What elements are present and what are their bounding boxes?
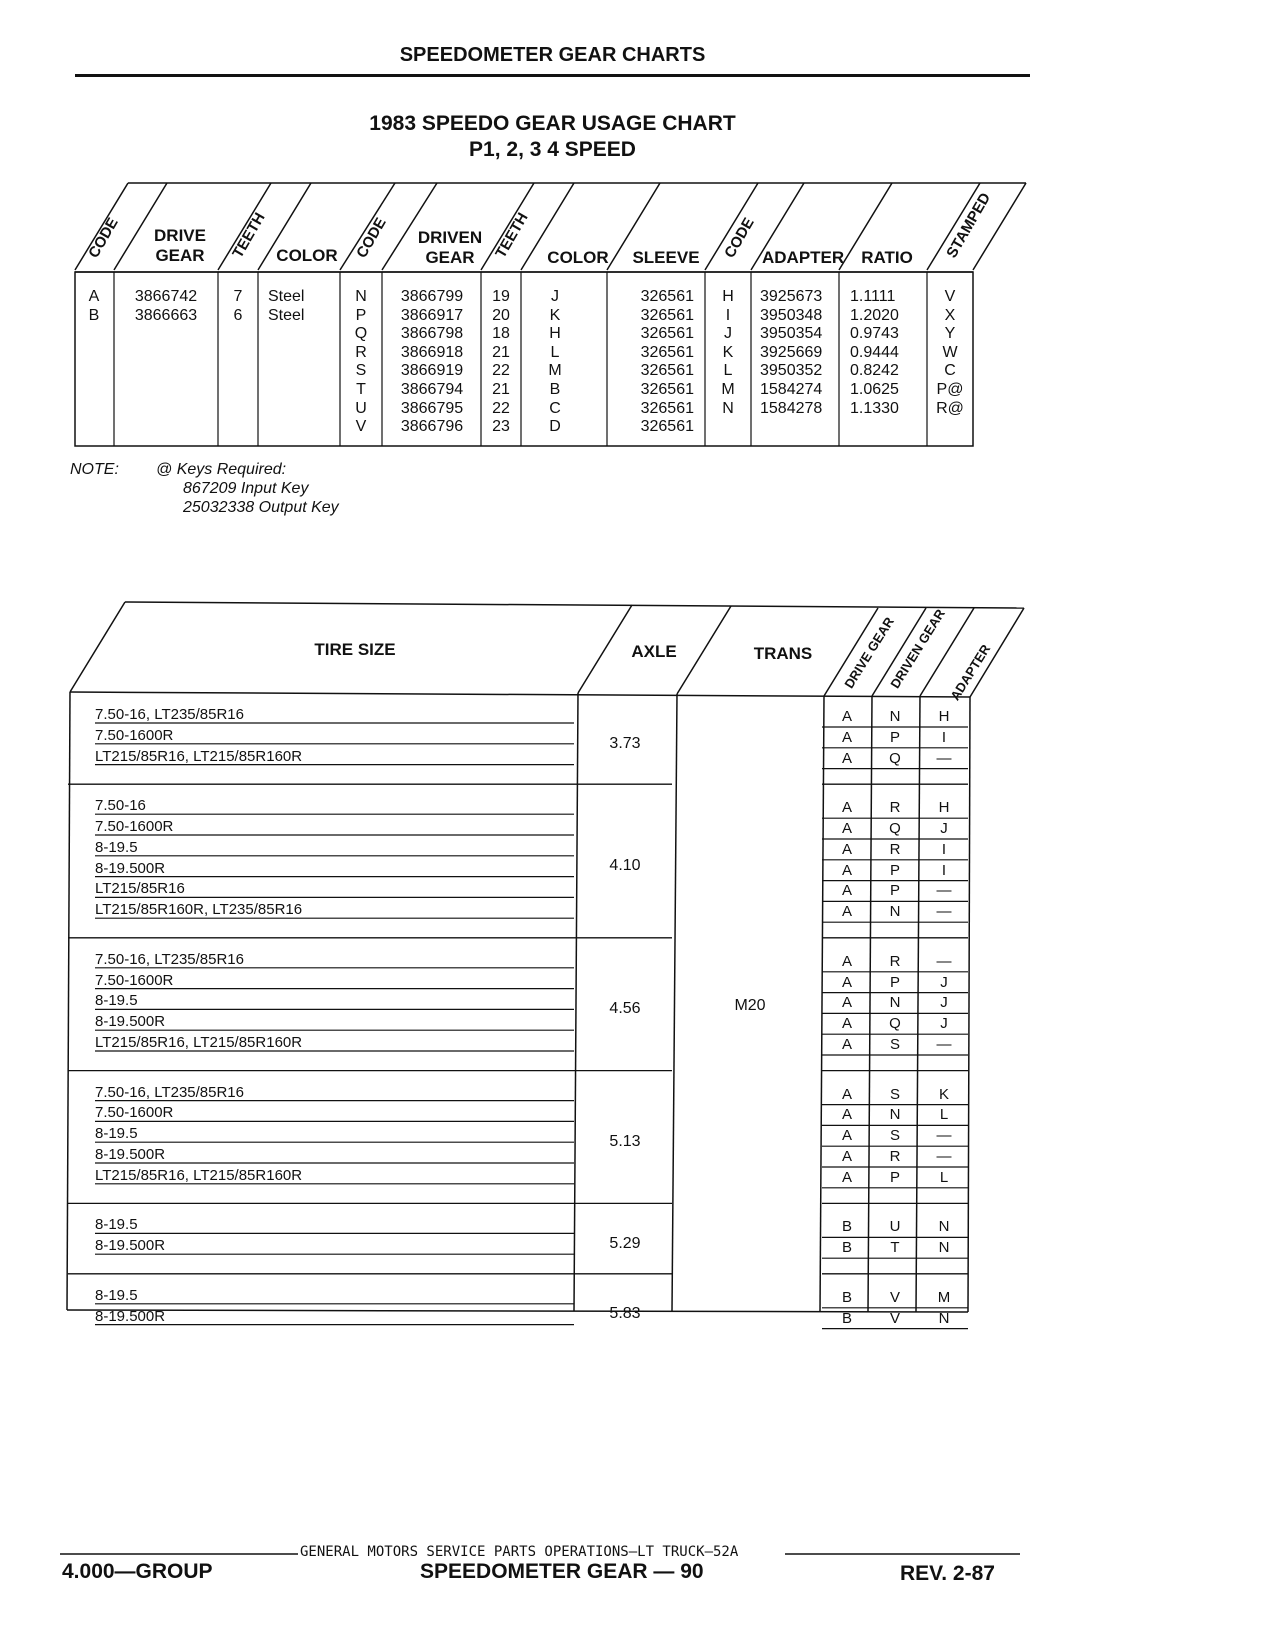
- adapter-code: —: [936, 903, 952, 921]
- header-teeth-1: TEETH: [229, 209, 269, 261]
- drive-gear-code: A: [841, 1148, 852, 1165]
- footer-group: 4.000—GROUP: [62, 1560, 213, 1583]
- drive-gear-code: A: [841, 799, 852, 817]
- driven-color: M: [548, 362, 562, 380]
- driven-gear-code: P: [889, 728, 900, 746]
- driven-gear-code: Q: [889, 749, 901, 767]
- drive-gear-code: A: [841, 882, 852, 900]
- trans-value: M20: [734, 997, 766, 1014]
- driven-color: J: [551, 288, 559, 305]
- driven-gear-code: S: [889, 1036, 900, 1053]
- driven-gear-number: 3866799: [400, 288, 464, 305]
- adapter-code: —: [936, 1127, 952, 1145]
- footer-rev: REV. 2-87: [900, 1562, 995, 1585]
- footer-center: SPEEDOMETER GEAR — 90: [420, 1560, 704, 1583]
- drive-code: B: [88, 306, 100, 324]
- drive-gear-code: B: [841, 1309, 852, 1327]
- adapter-code: M: [937, 1288, 951, 1306]
- tire-size: 7.50-1600R: [95, 818, 174, 835]
- drive-gear-code: A: [841, 1036, 852, 1053]
- adapter-code: J: [940, 1015, 948, 1033]
- page-header: SPEEDOMETER GEAR CHARTS: [399, 44, 706, 66]
- driven-code: P: [355, 306, 367, 324]
- driven-teeth: 20: [492, 306, 510, 324]
- adapter-code: H: [722, 288, 734, 305]
- adapter-code: J: [940, 820, 948, 837]
- tire-size: 8-19.500R: [95, 1013, 166, 1031]
- drive-gear-code: B: [841, 1239, 852, 1257]
- driven-gear-number: 3866917: [400, 306, 464, 324]
- header-axle: AXLE: [631, 642, 677, 661]
- driven-code: R: [355, 343, 367, 361]
- adapter-code: —: [936, 749, 952, 767]
- driven-color: C: [549, 399, 561, 417]
- drive-gear-number: 3866663: [134, 306, 198, 324]
- driven-teeth: 18: [492, 325, 510, 343]
- driven-color: D: [549, 418, 561, 436]
- drive-gear-code: A: [841, 820, 852, 837]
- header-ratio: RATIO: [861, 248, 913, 267]
- driven-gear-code: P: [889, 1168, 900, 1186]
- stamped-value: C: [944, 362, 956, 380]
- adapter-code: J: [940, 973, 948, 991]
- driven-color: H: [549, 325, 561, 343]
- drive-gear-code: A: [841, 749, 852, 767]
- adapter-code: K: [938, 1085, 949, 1103]
- adapter-code: K: [722, 343, 734, 361]
- header-code-2: CODE: [353, 214, 390, 261]
- driven-code: T: [356, 381, 366, 398]
- sleeve-number: 326561: [640, 362, 694, 380]
- adapter-number: 3925669: [760, 343, 823, 361]
- drive-gear-code: A: [841, 728, 852, 746]
- adapter-code: I: [941, 861, 947, 879]
- ratio-value: 0.8242: [850, 362, 899, 380]
- tire-size: 8-19.5: [95, 838, 138, 856]
- adapter-code: —: [936, 882, 952, 900]
- stamped-value: Y: [944, 325, 956, 343]
- chart-title: 1983 SPEEDO GEAR USAGE CHART: [369, 112, 736, 135]
- ratio-value: 1.1111: [850, 288, 896, 305]
- tire-size: 8-19.5: [95, 1216, 138, 1234]
- header-stamped: STAMPED: [943, 189, 995, 261]
- stamped-value: W: [942, 343, 958, 361]
- header-code-3: CODE: [721, 214, 758, 261]
- ratio-value: 1.0625: [850, 381, 899, 398]
- driven-gear-code: Q: [889, 1015, 901, 1033]
- drive-gear-code: A: [841, 994, 852, 1012]
- adapter-number: 3925673: [760, 288, 823, 305]
- drive-gear-code: A: [841, 1085, 852, 1103]
- header-tire-size: TIRE SIZE: [314, 640, 396, 659]
- drive-gear-code: B: [841, 1218, 852, 1236]
- driven-teeth: 23: [492, 418, 510, 436]
- adapter-number: 1584274: [760, 381, 823, 398]
- drive-gear-code: A: [841, 1015, 852, 1033]
- drive-code: A: [88, 288, 100, 305]
- adapter-code: L: [723, 362, 733, 380]
- drive-color: Steel: [268, 306, 305, 324]
- tire-size: LT215/85R16: [95, 880, 185, 898]
- drive-gear-code: A: [841, 1127, 852, 1145]
- axle-ratio: 4.56: [609, 1000, 641, 1018]
- adapter-code: L: [939, 1168, 949, 1186]
- driven-gear-code: N: [889, 994, 901, 1012]
- adapter-code: —: [936, 1036, 952, 1053]
- drive-gear-code: A: [841, 973, 852, 991]
- driven-gear-number: 3866919: [400, 362, 464, 380]
- tire-size: LT215/85R160R, LT235/85R16: [95, 901, 303, 919]
- drive-gear-code: B: [841, 1288, 852, 1306]
- adapter-number: 3950352: [760, 362, 823, 380]
- driven-gear-number: 3866794: [400, 381, 464, 398]
- header-trans: TRANS: [753, 644, 813, 663]
- driven-code: Q: [354, 325, 368, 343]
- header-driven-gear-diag: DRIVEN GEAR: [887, 606, 948, 691]
- driven-gear-code: S: [889, 1127, 900, 1145]
- driven-gear-code: R: [889, 799, 901, 817]
- ratio-value: 0.9444: [850, 343, 899, 361]
- header-drive-gear: DRIVE GEAR: [154, 226, 206, 265]
- header-drive-gear-diag: DRIVE GEAR: [841, 614, 897, 691]
- stamped-value: R@: [936, 399, 964, 417]
- stamped-value: X: [944, 306, 956, 324]
- drive-teeth: 7: [233, 288, 243, 305]
- header-adapter-diag: ADAPTER: [947, 641, 994, 703]
- driven-gear-code: N: [889, 903, 901, 921]
- drive-gear-code: A: [841, 861, 852, 879]
- adapter-code: N: [938, 1218, 950, 1236]
- tire-size: 8-19.5: [95, 1286, 138, 1304]
- drive-gear-number: 3866742: [134, 288, 198, 305]
- driven-teeth: 21: [492, 343, 510, 361]
- adapter-code: —: [936, 952, 952, 970]
- adapter-code: N: [722, 399, 734, 417]
- ratio-value: 1.1330: [850, 399, 899, 417]
- tire-size: 8-19.500R: [95, 859, 166, 877]
- header-sleeve: SLEEVE: [632, 248, 700, 267]
- ratio-value: 1.2020: [850, 306, 899, 324]
- sleeve-number: 326561: [640, 306, 694, 324]
- adapter-code: —: [936, 1148, 952, 1165]
- driven-teeth: 19: [492, 288, 510, 305]
- note-line-3: 25032338 Output Key: [183, 499, 339, 516]
- header-driven-gear: DRIVEN GEAR: [417, 228, 483, 267]
- header-code-1: CODE: [85, 214, 122, 261]
- header-teeth-2: TEETH: [492, 209, 532, 261]
- axle-ratio: 3.73: [609, 734, 641, 752]
- driven-gear-code: P: [889, 882, 900, 900]
- tire-size: 8-19.500R: [95, 1146, 166, 1163]
- sleeve-number: 326561: [640, 399, 694, 417]
- driven-gear-code: V: [889, 1288, 900, 1306]
- note-label: NOTE:: [70, 461, 119, 478]
- adapter-code: I: [941, 728, 947, 746]
- driven-gear-number: 3866796: [400, 418, 464, 436]
- tire-size: 7.50-16, LT235/85R16: [95, 950, 244, 968]
- adapter-number: 1584278: [760, 399, 823, 417]
- drive-teeth: 6: [233, 306, 243, 324]
- driven-gear-number: 3866798: [400, 325, 464, 343]
- drive-gear-code: A: [841, 1168, 852, 1186]
- driven-teeth: 22: [492, 399, 510, 417]
- header-color-1: COLOR: [276, 246, 338, 265]
- driven-gear-code: P: [889, 973, 900, 991]
- driven-gear-code: N: [889, 1106, 901, 1124]
- tire-size: 7.50-16, LT235/85R16: [95, 706, 244, 723]
- drive-gear-code: A: [841, 952, 852, 970]
- driven-color: B: [549, 381, 561, 398]
- footer-gm-line: GENERAL MOTORS SERVICE PARTS OPERATIONS—LT TRUCK—52A: [300, 1544, 739, 1560]
- tire-size: 7.50-1600R: [95, 971, 174, 989]
- adapter-number: 3950354: [760, 325, 823, 343]
- tire-size: 8-19.500R: [95, 1307, 166, 1325]
- note-line-1: @ Keys Required:: [156, 461, 287, 478]
- driven-teeth: 22: [492, 362, 510, 380]
- adapter-code: I: [725, 306, 731, 324]
- note-line-2: 867209 Input Key: [183, 480, 309, 497]
- driven-gear-number: 3866795: [400, 399, 464, 417]
- tire-size: 7.50-1600R: [95, 1104, 174, 1122]
- drive-gear-code: A: [841, 903, 852, 921]
- drive-gear-code: A: [841, 840, 852, 858]
- stamped-value: V: [944, 288, 956, 305]
- driven-gear-code: R: [889, 1148, 901, 1165]
- sleeve-number: 326561: [640, 325, 694, 343]
- sleeve-number: 326561: [640, 381, 694, 398]
- driven-teeth: 21: [492, 381, 510, 398]
- driven-code: U: [355, 399, 367, 417]
- tire-size: 8-19.5: [95, 1125, 138, 1143]
- ratio-value: 0.9743: [850, 325, 899, 343]
- axle-ratio: 4.10: [609, 857, 641, 874]
- drive-gear-code: A: [841, 1106, 852, 1124]
- header-adapter: ADAPTER: [762, 248, 845, 267]
- driven-gear-code: R: [889, 840, 901, 858]
- driven-color: K: [549, 306, 561, 324]
- adapter-code: N: [938, 1309, 950, 1327]
- tire-size: 8-19.5: [95, 992, 138, 1010]
- adapter-code: M: [721, 381, 735, 398]
- driven-gear-code: P: [889, 861, 900, 879]
- driven-color: L: [550, 343, 560, 361]
- adapter-code: J: [940, 994, 948, 1012]
- stamped-value: P@: [936, 381, 964, 398]
- driven-gear-code: N: [889, 708, 901, 725]
- adapter-code: H: [938, 708, 950, 725]
- adapter-number: 3950348: [760, 306, 823, 324]
- driven-gear-code: Q: [889, 820, 901, 837]
- driven-code: V: [355, 418, 367, 436]
- driven-gear-code: V: [889, 1309, 900, 1327]
- axle-ratio: 5.29: [609, 1234, 641, 1252]
- drive-gear-code: A: [841, 708, 852, 725]
- drive-color: Steel: [268, 288, 305, 305]
- chart-subtitle: P1, 2, 3 4 SPEED: [469, 138, 636, 161]
- axle-ratio: 5.83: [609, 1305, 641, 1322]
- sleeve-number: 326561: [640, 343, 694, 361]
- driven-gear-code: R: [889, 952, 901, 970]
- tire-size: 7.50-1600R: [95, 726, 174, 744]
- adapter-code: H: [938, 799, 950, 817]
- driven-code: S: [355, 362, 367, 380]
- tire-size: LT215/85R16, LT215/85R160R: [95, 1166, 303, 1184]
- adapter-code: N: [938, 1239, 950, 1257]
- header-color-2: COLOR: [547, 248, 609, 267]
- sleeve-number: 326561: [640, 418, 694, 436]
- tire-size: 7.50-16, LT235/85R16: [95, 1083, 244, 1101]
- driven-gear-number: 3866918: [400, 343, 464, 361]
- adapter-code: L: [939, 1106, 949, 1124]
- sleeve-number: 326561: [640, 288, 694, 305]
- tire-size: 8-19.500R: [95, 1237, 166, 1255]
- tire-size: 7.50-16: [95, 797, 146, 815]
- driven-gear-code: T: [890, 1239, 900, 1257]
- tire-size: LT215/85R16, LT215/85R160R: [95, 1034, 303, 1051]
- tire-size: LT215/85R16, LT215/85R160R: [95, 747, 303, 765]
- adapter-code: I: [941, 840, 947, 858]
- driven-gear-code: U: [889, 1218, 901, 1236]
- adapter-code: J: [724, 325, 732, 343]
- axle-ratio: 5.13: [609, 1133, 641, 1150]
- driven-code: N: [355, 288, 367, 305]
- driven-gear-code: S: [889, 1085, 900, 1103]
